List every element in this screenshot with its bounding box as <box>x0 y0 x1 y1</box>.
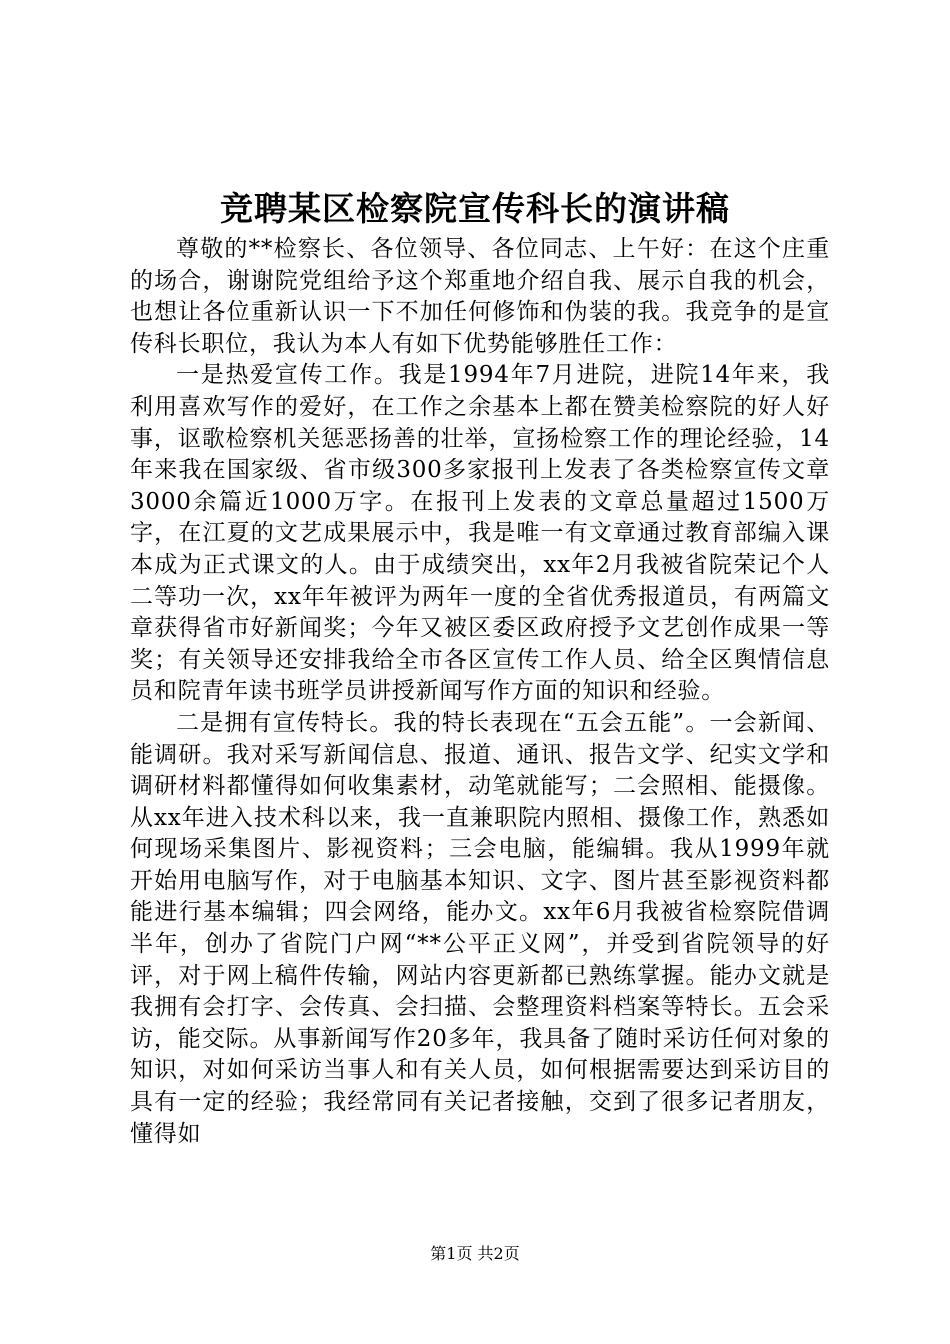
document-body <box>130 234 830 1150</box>
paragraph-point-two: 二是拥有宣传特长。我的特长表现在“五会五能”。一会新闻、能调研。我对采写新闻信息、报道、通讯、报告文学、纪实文学和调研材料都懂得如何收集素材，动笔就能写；二会照相、能摄像。从xx年进入技术科以来，我一直兼职院内照相、摄像工作，熟悉如何现场采集图片、影视资料；三会电脑，能编辑。我从1999年就开始用电脑写作，对于电脑基本知识、文字、图片甚至影视资料都能进行基本编辑；四会网络，能办文。xx年6月我被省检察院借调半年，创办了省院门户网“**公平正义网”，并受到省院领导的好评，对于网上稿件传输，网站内容更新都已熟练掌握。能办文就是我拥有会打字、会传真、会扫描、会整理资料档案等特长。五会采访，能交际。从事新闻写作20多年，我具备了随时采访任何对象的知识，对如何采访当事人和有关人员，如何根据需要达到采访目的具有一定的经验；我经常同有关记者接触，交到了很多记者朋友，懂得如 <box>130 709 830 1147</box>
paragraph-point-one: 一是热爱宣传工作。我是1994年7月进院，进院14年来，我利用喜欢写作的爱好，在工作之余基本上都在赞美检察院的好人好事，讴歌检察机关惩恶扬善的壮举，宣扬检察工作的理论经验，14年来我在国家级、省市级300多家报刊上发表了各类检察宣传文章3000余篇近1000万字。在报刊上发表的文章总量超过1500万字，在江夏的文艺成果展示中，我是唯一有文章通过教育部编入课本成为正式课文的人。由于成绩突出，xx年2月我被省院荣记个人二等功一次，xx年年被评为两年一度的全省优秀报道员，有两篇文章获得省市好新闻奖；今年又被区委区政府授予文艺创作成果一等奖；有关领导还安排我给全市各区宣传工作人员、给全区舆情信息员和院青年读书班学员讲授新闻写作方面的知识和经验。 <box>130 362 830 705</box>
page-number-footer: 第1页 共2页 <box>430 1244 520 1263</box>
page-title: 竞聘某区检察院宣传科长的演讲稿 <box>220 189 730 228</box>
paragraph-greeting: 尊敬的**检察长、各位领导、各位同志、上午好：在这个庄重的场合，谢谢院党组给予这个郑重地介绍自我、展示自我的机会，也想让各位重新认识一下不加任何修饰和伪装的我。我竞争的是宣传科长职位，我认为本人有如下优势能够胜任工作： <box>130 236 830 357</box>
